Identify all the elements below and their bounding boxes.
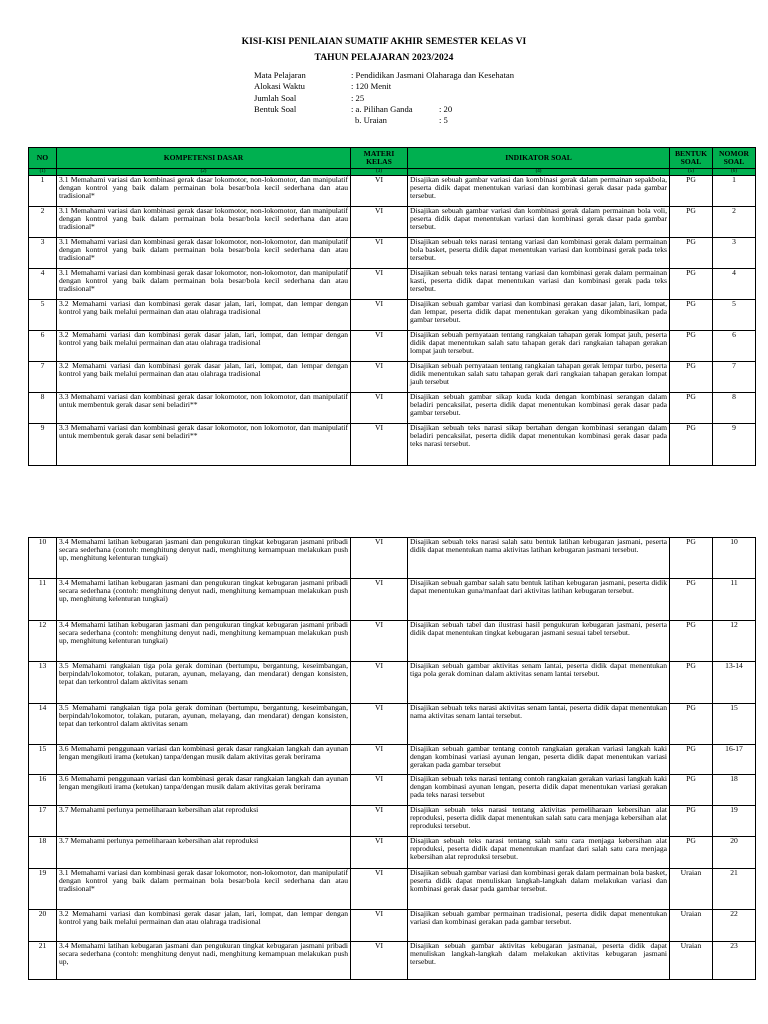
kompetensi-dasar-cell: 3.6 Memahami penggunaan variasi dan kombinasi gerak dasar rangkaian langkah dan ayunan lengan mengikuti irama (ketukan) tanpa/dengan musik dalam aktivitas gerak berirama (57, 745, 351, 775)
kompetensi-dasar-cell: 3.7 Memahami perlunya pemeliharaan kebersihan alat reproduksi (57, 837, 351, 869)
nomor-soal-cell: 7 (713, 362, 756, 393)
nomor-soal-cell: 19 (713, 806, 756, 837)
nomor-soal-cell: 23 (713, 942, 756, 980)
index-cell: (6) (713, 169, 756, 176)
meta-row-bentuk-b (254, 115, 514, 126)
meta-info (254, 70, 514, 126)
meta-label: Mata Pelajaran (254, 70, 306, 80)
row-no: 5 (29, 300, 57, 331)
kompetensi-dasar-cell: 3.3 Memahami variasi dan kombinasi gerak dasar lokomotor, non lokomotor, dan manipulatif untuk membentuk gerak dasar seni beladiri** (57, 424, 351, 466)
bentuk-soal-cell: PG (670, 331, 713, 362)
indikator-soal-cell: Disajikan sebuah gambar aktivitas senam lantai, peserta didik dapat menentukan tiga pola gerak dominan dalam aktivitas senam lantai tersebut. (408, 662, 670, 704)
nomor-soal-cell: 9 (713, 424, 756, 466)
bentuk-soal-cell: PG (670, 538, 713, 579)
meta-row-alokasi (254, 81, 514, 92)
kompetensi-dasar-cell: 3.2 Memahami variasi dan kombinasi gerak dasar jalan, lari, lompat, dan lempar dengan kontrol yang baik melalui permainan dan atau olahraga tradisional (57, 910, 351, 942)
indikator-soal-cell: Disajikan sebuah teks narasi aktivitas senam lantai, peserta didik dapat menentukan nama aktivitas senam lantai tersebut. (408, 704, 670, 745)
table-row (29, 621, 756, 662)
bentuk-soal-cell: PG (670, 806, 713, 837)
row-no: 2 (29, 207, 57, 238)
meta-label: Alokasi Waktu (254, 81, 305, 92)
table-row (29, 538, 756, 579)
materi-kelas-cell: VI (351, 362, 408, 393)
nomor-soal-cell: 15 (713, 704, 756, 745)
bentuk-soal-cell: PG (670, 837, 713, 869)
table-row (29, 745, 756, 775)
col-header-materi: MATERI KELAS (351, 148, 408, 169)
kompetensi-dasar-cell: 3.1 Memahami variasi dan kombinasi gerak dasar lokomotor, non-lokomotor, dan manipulatif dengan kontrol yang baik dalam permainan bola besar/bola kecil sederhana dan atau tradisional* (57, 207, 351, 238)
materi-kelas-cell: VI (351, 424, 408, 466)
bentuk-soal-cell: Uraian (670, 910, 713, 942)
table-row (29, 393, 756, 424)
index-cell: (2) (57, 169, 351, 176)
meta-value: : Pendidikan Jasmani Olaharaga dan Kesehatan (351, 70, 514, 80)
nomor-soal-cell: 1 (713, 176, 756, 207)
row-no: 1 (29, 176, 57, 207)
kompetensi-dasar-cell: 3.5 Memahami rangkaian tiga pola gerak dominan (bertumpu, bergantung, keseimbangan, berpindah/lokomotor, tolakan, putaran, ayunan, melayang, dan mendarat) dengan konsisten, tepat dan terkontrol dalam aktivitas senam (57, 662, 351, 704)
index-cell: (4) (408, 169, 670, 176)
materi-kelas-cell: VI (351, 910, 408, 942)
indikator-soal-cell: Disajikan sebuah pernyataan tentang rangkaian tahapan gerak lompat jauh, peserta didik dapat menentukan salah satu tahapan gerak dari rangkaian tahapan gerakan lompat jauh tersebut. (408, 331, 670, 362)
indikator-soal-cell: Disajikan sebuah teks narasi tentang aktivitas pemeliharaan kebersihan alat reproduksi, peserta didik dapat menentukan salah satu cara menjaga kebersihan alat reproduksi tersebut. (408, 806, 670, 837)
kisi-table-page-2 (28, 537, 756, 980)
table-row (29, 269, 756, 300)
row-no: 21 (29, 942, 57, 980)
row-no: 12 (29, 621, 57, 662)
meta-row-bentuk (254, 104, 514, 115)
indikator-soal-cell: Disajikan sebuah teks narasi tentang contoh rangkaian gerakan variasi langkah kaki dengan kombinasi ayunan lengan, peserta didik dapat menentukan variasi gerakan pada teks narasi tersebut (408, 775, 670, 806)
bentuk-soal-cell: PG (670, 176, 713, 207)
col-header-nomor: NOMOR SOAL (713, 148, 756, 169)
nomor-soal-cell: 20 (713, 837, 756, 869)
nomor-soal-cell: 13-14 (713, 662, 756, 704)
indikator-soal-cell: Disajikan sebuah teks narasi sikap bertahan dengan kombinasi serangan dalam beladiri pencaksilat, peserta didik dapat menentukan kombinasi gerak dasar pada teks narasi tersebut. (408, 424, 670, 466)
table-row (29, 662, 756, 704)
meta-value: : 25 (351, 92, 365, 103)
indikator-soal-cell: Disajikan sebuah gambar salah satu bentuk latihan kebugaran jasmani, peserta didik dapat menentukan guna/manfaat dari aktivitas latihan kebugaran tersebut. (408, 579, 670, 621)
col-header-bentuk: BENTUK SOAL (670, 148, 713, 169)
nomor-soal-cell: 8 (713, 393, 756, 424)
bentuk-soal-cell: PG (670, 207, 713, 238)
table-row (29, 424, 756, 466)
row-no: 4 (29, 269, 57, 300)
materi-kelas-cell: VI (351, 837, 408, 869)
meta-row-jumlah (254, 93, 514, 104)
table-row (29, 806, 756, 837)
kompetensi-dasar-cell: 3.2 Memahami variasi dan kombinasi gerak dasar jalan, lari, lompat, dan lempar dengan kontrol yang baik melalui permainan dan atau olahraga tradisional (57, 300, 351, 331)
materi-kelas-cell: VI (351, 538, 408, 579)
nomor-soal-cell: 5 (713, 300, 756, 331)
nomor-soal-cell: 18 (713, 775, 756, 806)
bentuk-soal-cell: PG (670, 704, 713, 745)
indikator-soal-cell: Disajikan sebuah teks narasi tentang salah satu cara menjaga kebersihan alat reproduksi, peserta didik dapat menentukan manfaat dari salah satu cara menjaga kebersihan alat reproduksi tersebut. (408, 837, 670, 869)
row-no: 18 (29, 837, 57, 869)
indikator-soal-cell: Disajikan sebuah tabel dan ilustrasi hasil pengukuran kebugaran jasmani, peserta didik dapat menentukan tingkat kebugaran jasmani sesuai tabel tersebut. (408, 621, 670, 662)
indikator-soal-cell: Disajikan sebuah pernyataan tentang rangkaian tahapan gerak lempar turbo, peserta didik menentukan salah satu tahapan gerak dari rangkaian tahapan gerakan lompat jauh tersebut (408, 362, 670, 393)
meta-label: Bentuk Soal (254, 103, 297, 114)
kompetensi-dasar-cell: 3.1 Memahami variasi dan kombinasi gerak dasar lokomotor, non-lokomotor, dan manipulatif dengan kontrol yang baik dalam permainan bola besar/bola kecil sederhana dan atau tradisional* (57, 269, 351, 300)
materi-kelas-cell: VI (351, 300, 408, 331)
nomor-soal-cell: 22 (713, 910, 756, 942)
table-row (29, 910, 756, 942)
materi-kelas-cell: VI (351, 269, 408, 300)
materi-kelas-cell: VI (351, 942, 408, 980)
kompetensi-dasar-cell: 3.4 Memahami latihan kebugaran jasmani dan pengukuran tingkat kebugaran jasmani pribadi secara sederhana (contoh: menghitung denyut nadi, menghitung kemampuan melakukan push up, (57, 942, 351, 980)
row-no: 11 (29, 579, 57, 621)
materi-kelas-cell: VI (351, 806, 408, 837)
bentuk-soal-cell: PG (670, 362, 713, 393)
kompetensi-dasar-cell: 3.2 Memahami variasi dan kombinasi gerak dasar jalan, lari, lompat, dan lempar dengan kontrol yang baik melalui permainan dan atau olahraga tradisional (57, 331, 351, 362)
bentuk-soal-cell: PG (670, 393, 713, 424)
kompetensi-dasar-cell: 3.5 Memahami rangkaian tiga pola gerak dominan (bertumpu, bergantung, keseimbangan, berpindah/lokomotor, tolakan, putaran, ayunan, melayang, dan mendarat) dengan konsisten, tepat dan terkontrol dalam aktivitas senam (57, 704, 351, 745)
index-cell: (5) (670, 169, 713, 176)
nomor-soal-cell: 10 (713, 538, 756, 579)
row-no: 15 (29, 745, 57, 775)
indikator-soal-cell: Disajikan sebuah gambar tentang contoh rangkaian gerakan variasi langkah kaki dengan kombinasi variasi ayunan lengan, peserta didik dapat menentukan variasi gerakan pada gambar tersebut (408, 745, 670, 775)
table-row (29, 238, 756, 269)
meta-value: b. Uraian (355, 115, 387, 126)
index-row (29, 169, 756, 176)
row-no: 19 (29, 869, 57, 910)
nomor-soal-cell: 6 (713, 331, 756, 362)
table-row (29, 775, 756, 806)
meta-value: : a. Pilihan Ganda (351, 103, 413, 114)
materi-kelas-cell: VI (351, 869, 408, 910)
kompetensi-dasar-cell: 3.1 Memahami variasi dan kombinasi gerak dasar lokomotor, non-lokomotor, dan manipulatif dengan kontrol yang baik dalam permainan bola besar/bola kecil sederhana dan atau tradisional* (57, 176, 351, 207)
index-cell: (3) (351, 169, 408, 176)
meta-value: : 5 (439, 115, 448, 126)
col-header-indikator: INDIKATOR SOAL (408, 148, 670, 169)
indikator-soal-cell: Disajikan sebuah gambar variasi dan kombinasi gerak dalam permainan sepakbola, peserta didik dapat menentukan variasi dan kombinasi gerak dasar pada gambar tersebut. (408, 176, 670, 207)
table-row (29, 579, 756, 621)
kompetensi-dasar-cell: 3.3 Memahami variasi dan kombinasi gerak dasar lokomotor, non lokomotor, dan manipulatif untuk membentuk gerak dasar seni beladiri** (57, 393, 351, 424)
meta-row-mapel (254, 70, 514, 81)
materi-kelas-cell: VI (351, 176, 408, 207)
table-row (29, 942, 756, 980)
row-no: 9 (29, 424, 57, 466)
row-no: 20 (29, 910, 57, 942)
kisi-table-page-1 (28, 147, 756, 466)
materi-kelas-cell: VI (351, 393, 408, 424)
document-subtitle: TAHUN PELAJARAN 2023/2024 (314, 53, 454, 63)
row-no: 7 (29, 362, 57, 393)
kompetensi-dasar-cell: 3.2 Memahami variasi dan kombinasi gerak dasar jalan, lari, lompat, dan lempar dengan kontrol yang baik melalui permainan dan atau olahraga tradisional (57, 362, 351, 393)
bentuk-soal-cell: Uraian (670, 869, 713, 910)
col-header-kompetensi: KOMPETENSI DASAR (57, 148, 351, 169)
table-row (29, 207, 756, 238)
materi-kelas-cell: VI (351, 207, 408, 238)
nomor-soal-cell: 2 (713, 207, 756, 238)
bentuk-soal-cell: PG (670, 662, 713, 704)
kompetensi-dasar-cell: 3.4 Memahami latihan kebugaran jasmani dan pengukuran tingkat kebugaran jasmani pribadi secara sederhana (contoh: menghitung denyut nadi, menghitung kemampuan melakukan push up, menghitung kelenturan tungkai) (57, 538, 351, 579)
indikator-soal-cell: Disajikan sebuah teks narasi tentang variasi dan kombinasi gerak dalam permainan kasti, peserta didik dapat menentukan variasi dan kombinasi gerak pada teks tersebut. (408, 269, 670, 300)
meta-label: Jumlah Soal (254, 92, 297, 103)
bentuk-soal-cell: PG (670, 745, 713, 775)
indikator-soal-cell: Disajikan sebuah teks narasi tentang variasi dan kombinasi gerak dalam permainan bola basket, peserta didik dapat menentukan variasi dan kombinasi gerak pada teks tersebut. (408, 238, 670, 269)
indikator-soal-cell: Disajikan sebuah gambar variasi dan kombinasi gerak dalam permainan bola basket, peserta didik dapat menuliskan langkah-langkah dalam melakukan variasi dan kombinasi gerak dasar pada gambar tersebut. (408, 869, 670, 910)
row-no: 16 (29, 775, 57, 806)
table-row (29, 331, 756, 362)
header-row (29, 148, 756, 169)
table-row (29, 869, 756, 910)
indikator-soal-cell: Disajikan sebuah gambar variasi dan kombinasi gerak dalam permainan bola voli, peserta didik dapat menentukan variasi dan kombinasi gerak dasar pada gambar tersebut. (408, 207, 670, 238)
materi-kelas-cell: VI (351, 238, 408, 269)
col-header-no: NO (29, 148, 57, 169)
table-row (29, 837, 756, 869)
row-no: 10 (29, 538, 57, 579)
bentuk-soal-cell: PG (670, 269, 713, 300)
materi-kelas-cell: VI (351, 621, 408, 662)
table-row (29, 704, 756, 745)
materi-kelas-cell: VI (351, 775, 408, 806)
nomor-soal-cell: 3 (713, 238, 756, 269)
nomor-soal-cell: 4 (713, 269, 756, 300)
bentuk-soal-cell: PG (670, 238, 713, 269)
row-no: 17 (29, 806, 57, 837)
table-row (29, 300, 756, 331)
kompetensi-dasar-cell: 3.7 Memahami perlunya pemeliharaan kebersihan alat reproduksi (57, 806, 351, 837)
indikator-soal-cell: Disajikan sebuah gambar sikap kuda kuda dengan kombinasi serangan dalam beladiri pencaksilat, peserta didik dapat menentukan kombinasi gerak dasar pada gambar tersebut. (408, 393, 670, 424)
materi-kelas-cell: VI (351, 745, 408, 775)
bentuk-soal-cell: PG (670, 579, 713, 621)
meta-value: : 20 (439, 103, 453, 114)
materi-kelas-cell: VI (351, 662, 408, 704)
nomor-soal-cell: 11 (713, 579, 756, 621)
indikator-soal-cell: Disajikan sebuah gambar variasi dan kombinasi gerakan dasar jalan, lari, lompat, dan lempar, peserta didik dapat menentukan gerakan yang dikombinasikan pada gambar tersebut. (408, 300, 670, 331)
materi-kelas-cell: VI (351, 704, 408, 745)
bentuk-soal-cell: PG (670, 621, 713, 662)
indikator-soal-cell: Disajikan sebuah gambar permainan tradisional, peserta didik dapat menentukan variasi dan kombinasi gerakan pada gambar tersebut. (408, 910, 670, 942)
kompetensi-dasar-cell: 3.6 Memahami penggunaan variasi dan kombinasi gerak dasar rangkaian langkah dan ayunan lengan mengikuti irama (ketukan) tanpa/dengan musik dalam aktivitas gerak berirama (57, 775, 351, 806)
kompetensi-dasar-cell: 3.1 Memahami variasi dan kombinasi gerak dasar lokomotor, non-lokomotor, dan manipulatif dengan kontrol yang baik dalam permainan bola besar/bola kecil sederhana dan atau tradisional* (57, 238, 351, 269)
row-no: 6 (29, 331, 57, 362)
bentuk-soal-cell: PG (670, 424, 713, 466)
nomor-soal-cell: 12 (713, 621, 756, 662)
nomor-soal-cell: 21 (713, 869, 756, 910)
bentuk-soal-cell: Uraian (670, 942, 713, 980)
indikator-soal-cell: Disajikan sebuah teks narasi salah satu bentuk latihan kebugaran jasmani, peserta didik dapat menentukan nama aktivitas latihan kebugaran jasmani tersebut. (408, 538, 670, 579)
row-no: 8 (29, 393, 57, 424)
materi-kelas-cell: VI (351, 331, 408, 362)
table-row (29, 362, 756, 393)
kompetensi-dasar-cell: 3.1 Memahami variasi dan kombinasi gerak dasar lokomotor, non-lokomotor, dan manipulatif dengan kontrol yang baik dalam permainan bola besar/bola kecil sederhana dan atau tradisional* (57, 869, 351, 910)
row-no: 14 (29, 704, 57, 745)
bentuk-soal-cell: PG (670, 300, 713, 331)
row-no: 13 (29, 662, 57, 704)
document-title: KISI-KISI PENILAIAN SUMATIF AKHIR SEMESTER KELAS VI (241, 37, 527, 47)
table-row (29, 176, 756, 207)
materi-kelas-cell: VI (351, 579, 408, 621)
meta-value: : 120 Menit (351, 81, 392, 92)
row-no: 3 (29, 238, 57, 269)
index-cell: (1) (29, 169, 57, 176)
kompetensi-dasar-cell: 3.4 Memahami latihan kebugaran jasmani dan pengukuran tingkat kebugaran jasmani pribadi secara sederhana (contoh: menghitung denyut nadi, menghitung kemampuan melakukan push up, menghitung kelenturan tungkai) (57, 579, 351, 621)
nomor-soal-cell: 16-17 (713, 745, 756, 775)
bentuk-soal-cell: PG (670, 775, 713, 806)
kompetensi-dasar-cell: 3.4 Memahami latihan kebugaran jasmani dan pengukuran tingkat kebugaran jasmani pribadi secara sederhana (contoh: menghitung denyut nadi, menghitung kemampuan melakukan push up, menghitung kelenturan tungkai) (57, 621, 351, 662)
indikator-soal-cell: Disajikan sebuah gambar aktivitas kebugaran jasmanai, peserta didik dapat menuliskan langkah-langkah dalam melakukan aktivitas kebugaran jasmani tersebut. (408, 942, 670, 980)
